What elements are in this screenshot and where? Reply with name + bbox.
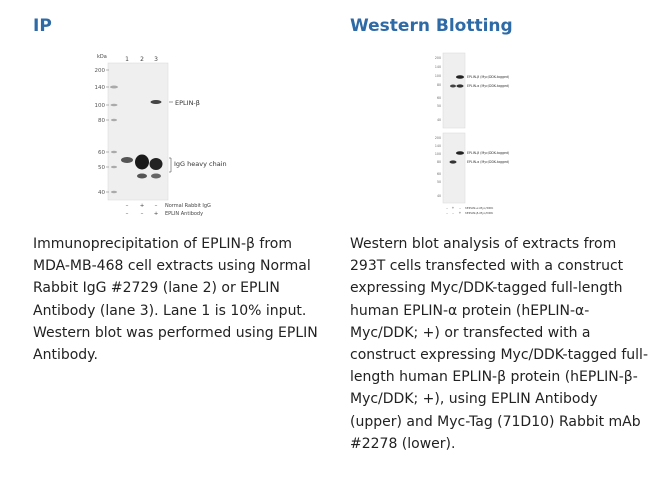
ip-marker-50: 50 [98,165,105,171]
wb-upper-marker-100: 100 [434,74,441,78]
ip-row2-sign1: – [125,211,129,217]
wb-caption: Western blot analysis of extracts from 293T cells transfected with a construct expressing Myc/DDK-tagged full-length human EPLIN-α protein (hEPLIN-α-Myc/DDK; +) or transfected with a construct expressing Myc/DDK-tagged full-length human EPLIN-β protein (hEPLIN-β-Myc/DDK; +), using EPLIN Antibody (upper) and Myc-Tag (71D10) Rabbit mAb #2278 (lower). [350,236,648,452]
wb-lower-band-beta [456,151,464,155]
wb-row2-label: hEPLIN-β-Myc/DDK [465,211,494,215]
ip-lane-2: 2 [140,56,144,63]
ip-marker-ladder [95,68,106,196]
ip-marker-80: 80 [98,118,105,124]
wb-lower-marker-50: 50 [436,180,441,184]
wb-upper-markers [435,56,441,122]
wb-upper-band-alpha [450,85,456,88]
wb-lower-markers [435,136,441,198]
wb-upper-marker-60: 60 [436,96,441,100]
wb-row2-sign2: – [452,211,454,215]
ip-blot-figure [93,48,258,218]
ip-row1-label: Normal Rabbit IgG [165,203,211,209]
wb-upper-band-beta [456,75,464,79]
wb-lower-marker-200: 200 [434,136,441,140]
wb-lower-membrane [443,133,465,203]
wb-lower-marker-100: 100 [434,152,441,156]
ip-lane-3: 3 [154,56,158,63]
ip-caption: Immunoprecipitation of EPLIN-β from MDA-MB-468 cell extracts using Normal Rabbit IgG #2729 (lane 2) or EPLIN Antibody (lane 3). Lane 1 is 10% input. Western blot was performed using EPLIN Antibody. [33,236,318,364]
ip-lane-1: 1 [125,56,129,63]
wb-row2-sign3: + [458,211,462,215]
ip-marker-140: 140 [94,85,105,91]
wb-lower-marker-140: 140 [434,144,441,148]
wb-row1-sign1: – [446,206,448,210]
ip-kda-label: kDa [97,54,107,60]
wb-lower-label-alpha: EPLIN-α (Myc/DDK-tagged) [467,160,510,164]
wb-row1-label: hEPLIN-α-Myc/DDK [465,206,494,210]
ip-heading: IP [33,16,52,36]
wb-lower-band-alpha [450,160,457,163]
wb-heading: Western Blotting [350,16,513,36]
wb-upper-marker-50: 50 [436,104,441,108]
wb-lower-label-beta: EPLIN-β (Myc/DDK-tagged) [467,151,510,155]
ip-membrane [108,63,168,200]
ip-row1-sign3: – [154,203,158,209]
wb-row2-sign1: – [446,211,448,215]
ip-row2-label: EPLIN Antibody [165,211,204,217]
wb-upper-membrane [443,53,465,128]
wb-blot-figure [415,47,530,219]
ip-row1-sign2: + [139,203,145,209]
ip-band-lane2-igg [135,155,149,170]
ip-row1-sign1: – [125,203,129,209]
ip-marker-100: 100 [94,103,105,109]
wb-lower-marker-40: 40 [436,194,441,198]
ip-eplin-beta-label: EPLIN-β [175,99,200,107]
wb-row1-sign2: + [451,206,455,210]
wb-upper-label-alpha: EPLIN-α (Myc/DDK-tagged) [467,84,510,88]
ip-band-lane3-eplin [151,100,162,104]
wb-upper-marker-140: 140 [434,65,441,69]
wb-upper-marker-40: 40 [436,118,441,122]
ip-row2-sign3: + [153,211,159,217]
wb-upper-marker-200: 200 [434,56,441,60]
ip-band-lane3-low [151,174,161,179]
ip-row2-sign2: – [140,211,144,217]
ip-igg-label: IgG heavy chain [174,160,227,168]
ip-band-lane3-igg [150,158,163,170]
ip-band-lane2-low [137,174,147,179]
wb-row1-sign3: – [459,206,461,210]
ip-marker-60: 60 [98,150,105,156]
wb-upper-band-alpha-2 [457,84,464,87]
wb-upper-label-beta: EPLIN-β (Myc/DDK-tagged) [467,75,510,79]
ip-band-lane1-igg [121,157,133,163]
wb-lower-marker-60: 60 [436,172,441,176]
wb-upper-marker-80: 80 [436,83,441,87]
wb-lower-marker-80: 80 [436,160,441,164]
ip-marker-40: 40 [98,190,105,196]
ip-marker-200: 200 [94,68,105,74]
